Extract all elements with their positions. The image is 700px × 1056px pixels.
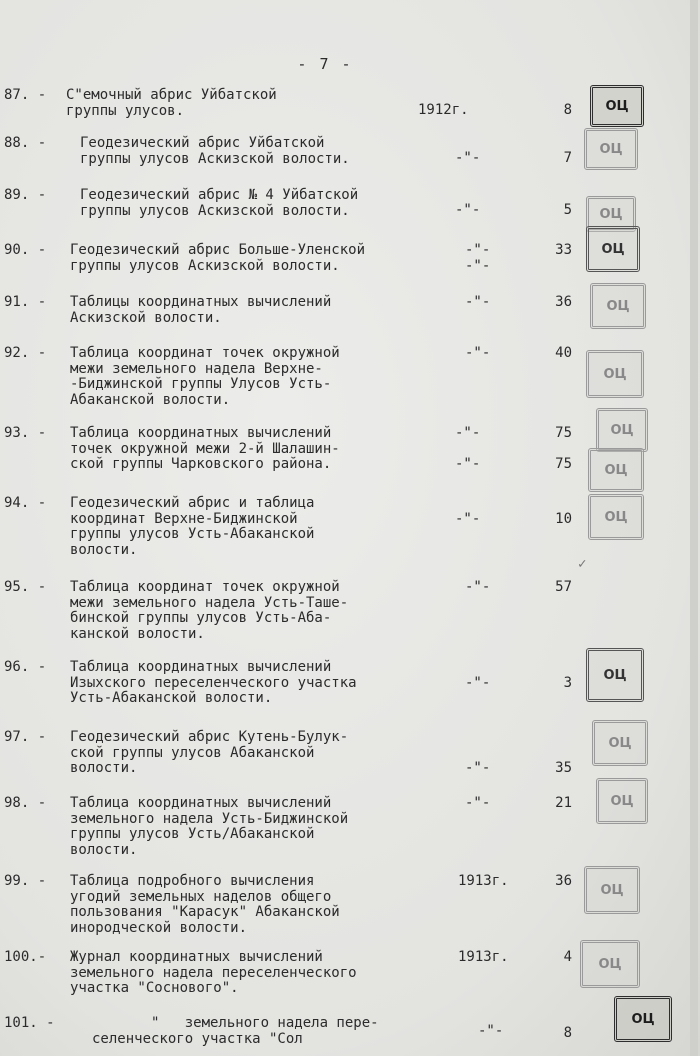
item-count: 57: [555, 579, 572, 595]
item-count: 7: [563, 150, 572, 166]
item-date: -"- -"-: [455, 425, 481, 472]
item-title: Геодезический абрис Уйбатской группы улусов Аскизской волости.: [80, 135, 350, 167]
item-count: 36: [555, 873, 572, 889]
oc-stamp: ОЦ: [592, 720, 648, 766]
item-title: Геодезический абрис Больше-Уленской группы улусов Аскизской волости.: [70, 242, 366, 274]
oc-stamp: ОЦ: [580, 940, 640, 988]
item-date: -"-: [455, 202, 481, 218]
pencil-check-mark: ✓: [578, 556, 587, 572]
oc-stamp: ОЦ: [614, 996, 672, 1042]
item-title: Таблица координатных вычислений земельного надела Усть-Биджинской группы улусов Усть/Абаканской волости.: [70, 795, 349, 858]
item-title: Таблица координат точек окружной межи земельного надела Усть-Таше- бинской группы улусов Усть-Аба- канской волости.: [70, 579, 349, 642]
item-number: 100.-: [4, 949, 47, 965]
oc-stamp: ОЦ: [586, 196, 636, 232]
item-date: -"-: [455, 510, 481, 527]
item-date: -"-: [465, 760, 491, 776]
item-date: -"- -"-: [465, 242, 491, 274]
oc-stamp: ОЦ: [590, 283, 646, 329]
item-date: -"-: [465, 345, 491, 361]
item-date: -"-: [465, 294, 491, 310]
item-title: Таблица подробного вычисления угодий земельных наделов общего пользования "Карасук" Абаканской инородческой волости.: [70, 873, 340, 936]
oc-stamp: ОЦ: [596, 778, 648, 824]
item-count: 21: [555, 795, 572, 811]
item-count: 36: [555, 294, 572, 310]
item-number: 95. -: [4, 579, 47, 595]
oc-stamp: ОЦ: [588, 494, 644, 540]
item-count: 33: [555, 242, 572, 258]
oc-stamp: ОЦ: [590, 85, 644, 127]
item-title: Таблица координатных вычислений Изыхского переселенческого участка Усть-Абаканской волости.: [70, 659, 357, 706]
item-count: 4: [563, 949, 572, 965]
item-date: -"-: [465, 579, 491, 595]
item-date: -"-: [478, 1023, 504, 1039]
item-count: 40: [555, 345, 572, 361]
item-title: Таблица координат точек окружной межи земельного надела Верхне- -Биджинской группы Улусов Усть- Абаканской волости.: [70, 345, 340, 408]
oc-stamp: ОЦ: [586, 350, 644, 398]
oc-stamp: ОЦ: [584, 866, 640, 914]
item-number: 88. -: [4, 135, 47, 151]
page-number: - 7 -: [297, 55, 353, 73]
oc-stamp: ОЦ: [586, 648, 644, 702]
item-date: -"-: [465, 795, 491, 811]
item-count: 75 75: [555, 425, 572, 472]
item-date: -"-: [465, 674, 491, 691]
item-number: 98. -: [4, 795, 47, 811]
item-title: Геодезический абрис Кутень-Булук- ской группы улусов Абаканской волости.: [70, 729, 349, 776]
item-title: " земельного надела пере- селенческого участка "Сол: [92, 1015, 379, 1047]
item-date: 1912г.: [418, 102, 469, 118]
item-title: Таблица координатных вычислений точек окружной межи 2-й Шалашин- ской группы Чарковского района.: [70, 425, 340, 472]
oc-stamp: ОЦ: [584, 128, 638, 170]
item-date: -"-: [455, 150, 481, 166]
item-number: 97. -: [4, 729, 47, 745]
item-number: 90. -: [4, 242, 47, 258]
item-number: 101. -: [4, 1015, 55, 1031]
item-number: 92. -: [4, 345, 47, 361]
item-count: 10: [555, 510, 572, 527]
item-count: 8: [563, 1025, 572, 1041]
item-count: 5: [563, 202, 572, 218]
item-title: Журнал координатных вычислений земельного надела переселенческого участка "Сосновогo".: [70, 949, 357, 996]
oc-stamp: ОЦ: [596, 408, 648, 452]
item-count: 8: [563, 102, 572, 118]
item-title: Таблицы координатных вычислений Аскизской волости.: [70, 294, 332, 326]
oc-stamp: ОЦ: [586, 226, 640, 272]
item-count: 35: [555, 760, 572, 776]
item-number: 93. -: [4, 425, 47, 441]
item-number: 94. -: [4, 495, 47, 511]
item-date: 1913г.: [458, 949, 509, 965]
page-edge-shadow: [690, 0, 698, 1056]
item-title: Геодезический абрис и таблица координат Верхне-Биджинской группы улусов Усть-Абаканской волости.: [70, 495, 315, 558]
item-title: С"емочный абрис Уйбатской группы улусов.: [66, 87, 277, 119]
item-count: 3: [563, 674, 572, 691]
item-date: 1913г.: [458, 873, 509, 889]
item-number: 96. -: [4, 659, 47, 675]
item-number: 87. -: [4, 87, 47, 103]
item-number: 99. -: [4, 873, 47, 889]
item-number: 89. -: [4, 187, 47, 203]
oc-stamp: ОЦ: [588, 448, 644, 492]
item-number: 91. -: [4, 294, 47, 310]
item-title: Геодезический абрис № 4 Уйбатской группы улусов Аскизской волости.: [80, 187, 359, 219]
